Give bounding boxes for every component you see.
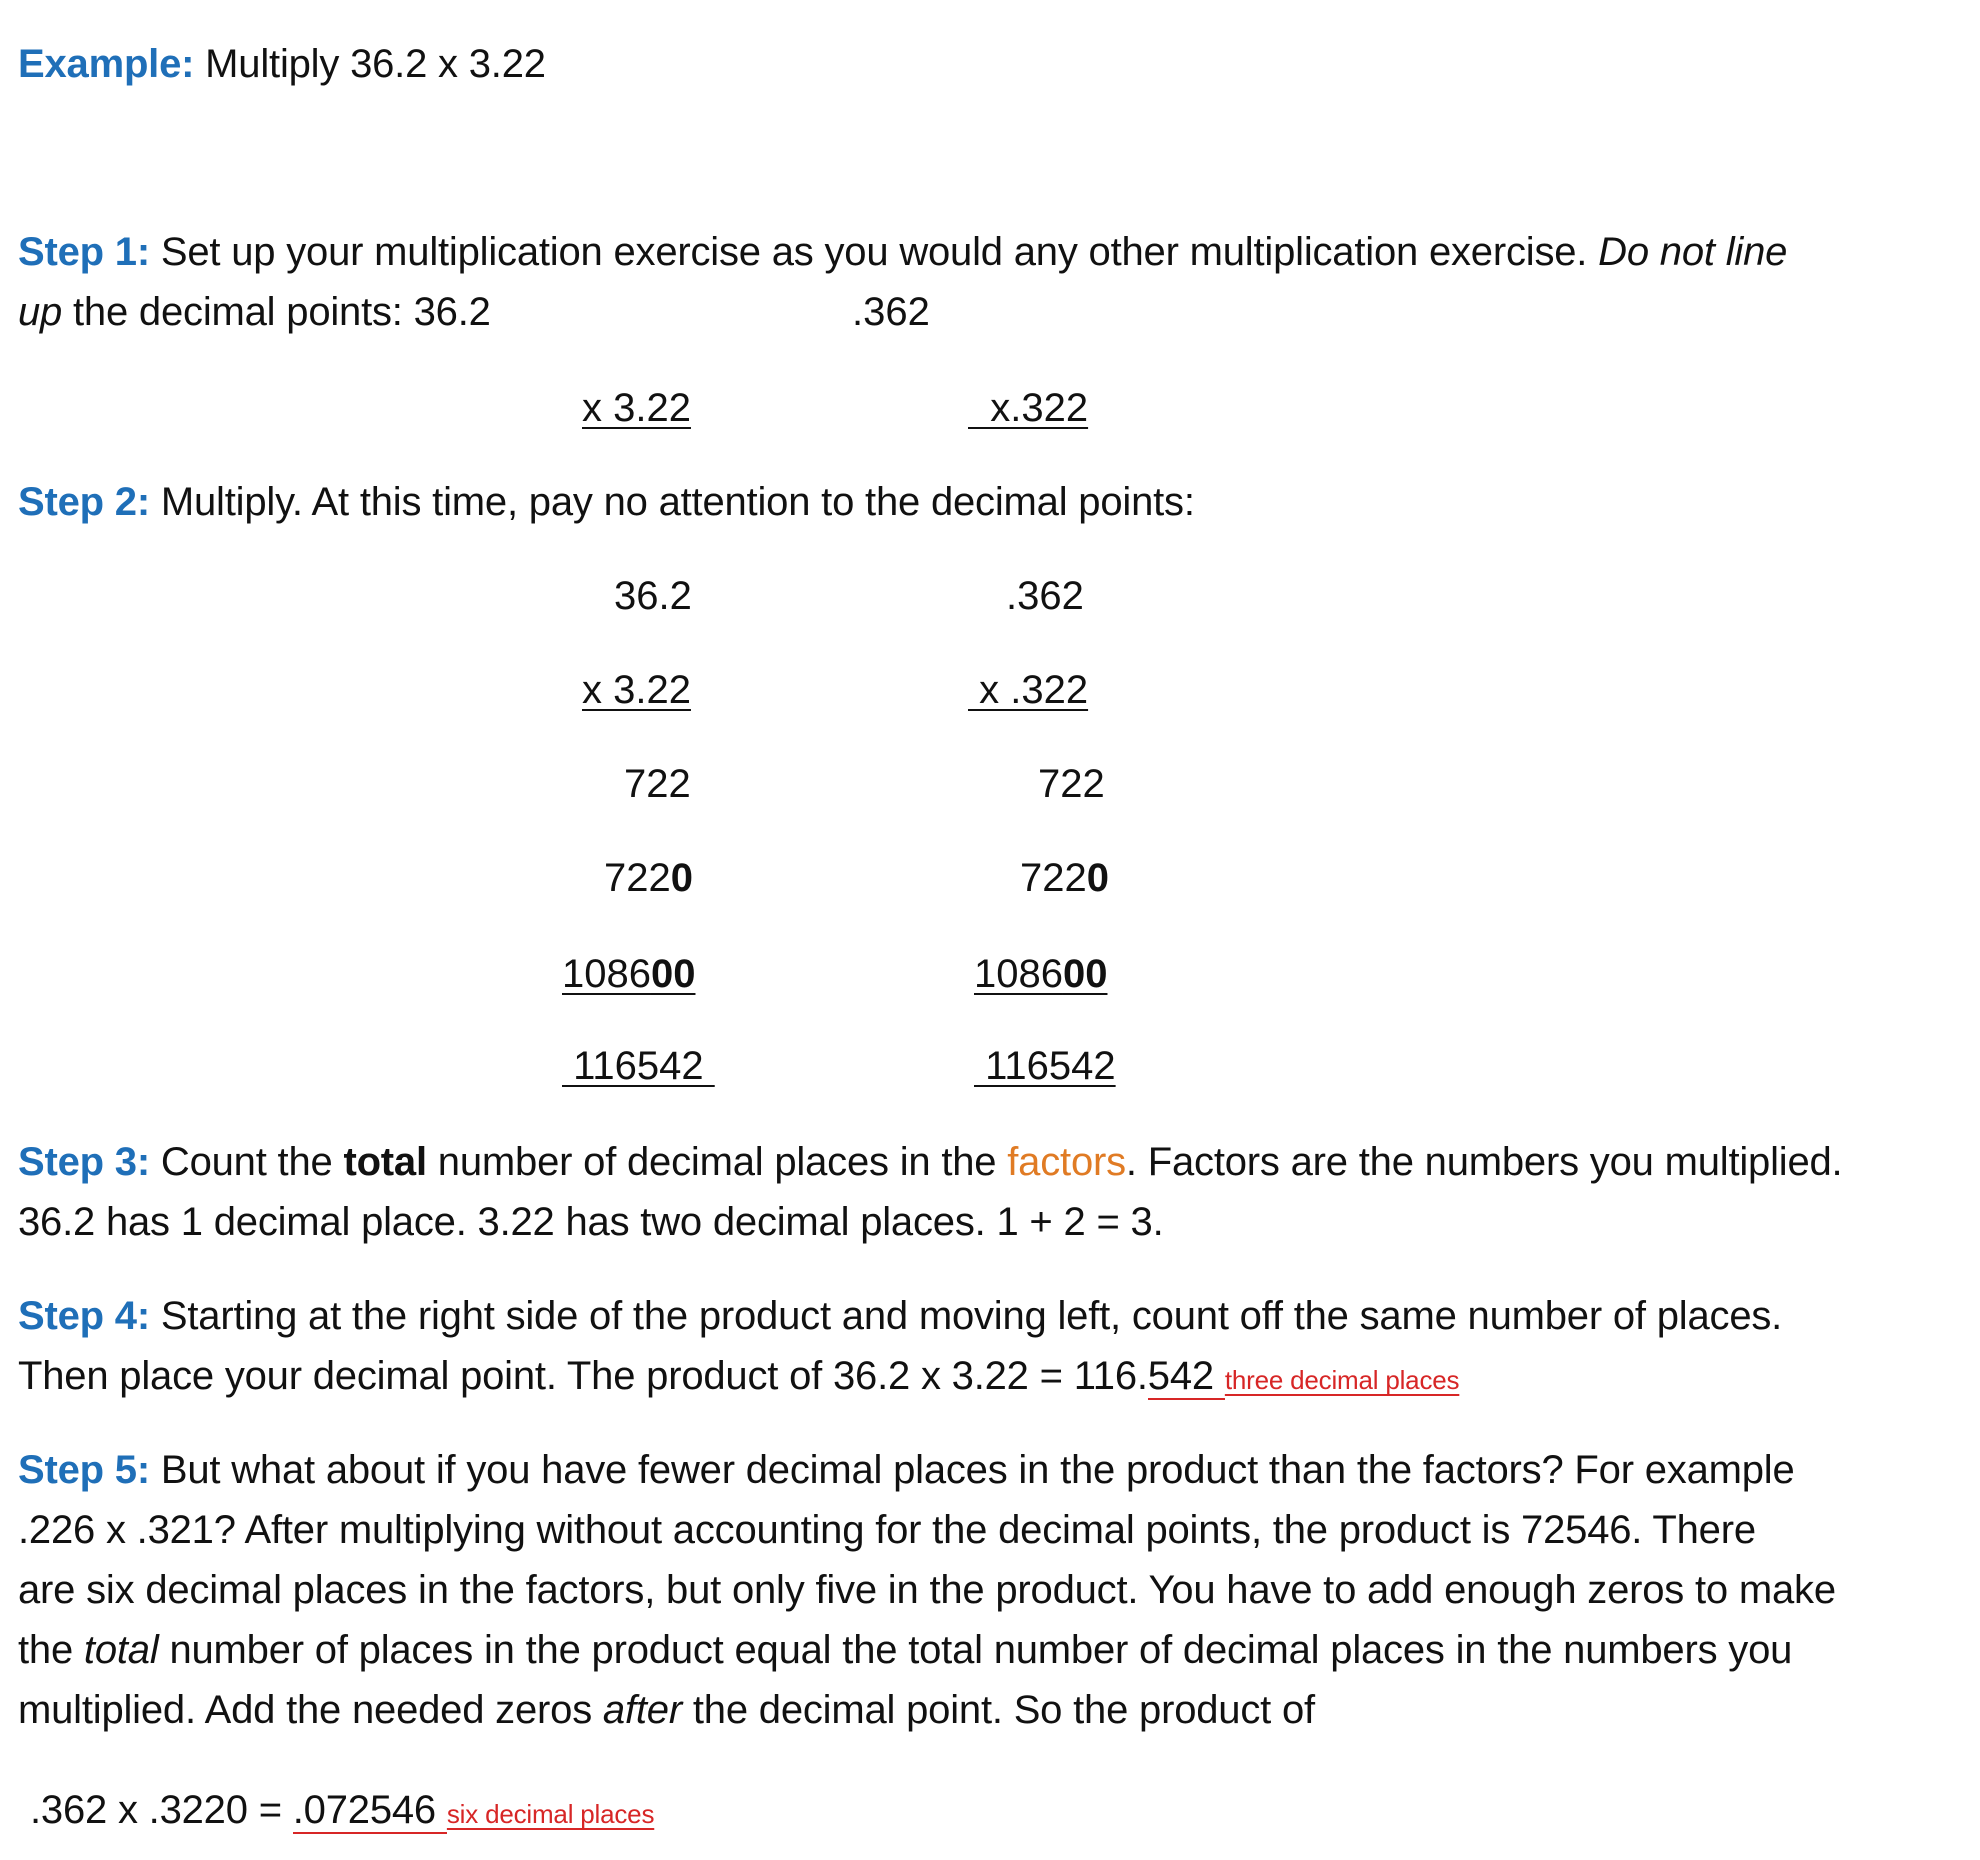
step1-line2	[18, 288, 491, 336]
step3-bold-total: total	[343, 1140, 427, 1184]
step2-left-partial2-zero: 0	[670, 856, 693, 900]
step2-right-partial1: 722	[1038, 762, 1105, 806]
step4-decimal-digits: 542	[1147, 1354, 1225, 1398]
step2-right-partial2-zero: 0	[1086, 856, 1109, 900]
step3-text-a: Count the	[149, 1140, 344, 1184]
step2-left-partial2	[604, 854, 693, 902]
step2-left-partial1: 722	[624, 762, 691, 806]
step2-line	[18, 478, 1195, 526]
step5-line2: .226 x .321? After multiplying without accounting for the decimal points, the product is 72546. There	[18, 1508, 1756, 1552]
step5-text-5b: the decimal point. So the product of	[681, 1688, 1315, 1732]
step5-text-4b: number of places in the product equal the total number of decimal places in the numbers you	[158, 1628, 1793, 1672]
step2-right-partial3-digits: 1086	[974, 952, 1063, 996]
example-text: Multiply 36.2 x 3.22	[194, 42, 546, 86]
step1-right-multiplier: x.322	[968, 386, 1089, 430]
step5-line5	[18, 1686, 1315, 1734]
step5-note: six decimal places	[446, 1799, 655, 1829]
example-line	[18, 40, 546, 88]
example-label: Example:	[18, 42, 195, 86]
step2-left-partial3-zeros: 00	[650, 952, 696, 996]
step2-left-partial3	[562, 950, 695, 998]
step2-left-product: 116542	[562, 1044, 715, 1088]
step2-left-partial3-digits: 1086	[562, 952, 651, 996]
step1-emphasis-b: up	[18, 290, 63, 334]
step3-line1	[18, 1138, 1842, 1186]
step2-left-partial2-digits: 722	[604, 856, 671, 900]
step5-line4	[18, 1626, 1792, 1674]
step5-final-product: .072546	[292, 1788, 447, 1832]
step3-text-c: . Factors are the numbers you multiplied.	[1125, 1140, 1843, 1184]
step1-left-multiplier: x 3.22	[582, 386, 691, 430]
step1-text-a: Set up your multiplication exercise as you would any other multiplication exercise.	[149, 230, 1599, 274]
step2-left-multiplier: x 3.22	[582, 668, 691, 712]
step1-right-top: .362	[852, 290, 930, 334]
step4-line1	[18, 1292, 1782, 1340]
step5-emphasis-total: total	[83, 1628, 159, 1672]
step2-right-partial3-zeros: 00	[1062, 952, 1108, 996]
step5-text-4a: the	[18, 1628, 84, 1672]
step5-text-5a: multiplied. Add the needed zeros	[18, 1688, 603, 1732]
step3-factors-term: factors	[1007, 1140, 1126, 1184]
step2-text: Multiply. At this time, pay no attention to the decimal points:	[149, 480, 1195, 524]
step5-label: Step 5:	[18, 1448, 150, 1492]
step2-right-top: .362	[1006, 574, 1084, 618]
step2-right-product: 116542	[974, 1044, 1116, 1088]
step5-final-expression: .362 x .3220 =	[30, 1788, 293, 1832]
step2-right-multiplier: x .322	[968, 668, 1089, 712]
step3-label: Step 3:	[18, 1140, 150, 1184]
step3-line2: 36.2 has 1 decimal place. 3.22 has two decimal places. 1 + 2 = 3.	[18, 1200, 1164, 1244]
step2-right-partial2	[1020, 854, 1109, 902]
step5-emphasis-after: after	[602, 1688, 682, 1732]
step2-left-top: 36.2	[614, 574, 692, 618]
step5-text-a: But what about if you have fewer decimal places in the product than the factors? For example	[149, 1448, 1795, 1492]
step4-line2	[18, 1352, 1459, 1404]
step4-text-a: Starting at the right side of the product and moving left, count off the same number of places.	[149, 1294, 1783, 1338]
step2-right-partial3	[974, 950, 1107, 998]
step1-emphasis-a: Do not line	[1598, 230, 1788, 274]
step1-text-b: the decimal points: 36.2	[62, 290, 491, 334]
step1-line1	[18, 228, 1787, 276]
step4-text-b: Then place your decimal point. The product of 36.2 x 3.22 = 116.	[18, 1354, 1148, 1398]
step4-note: three decimal places	[1224, 1365, 1460, 1395]
step5-line1	[18, 1446, 1795, 1494]
step1-label: Step 1:	[18, 230, 150, 274]
step2-label: Step 2:	[18, 480, 150, 524]
step4-label: Step 4:	[18, 1294, 150, 1338]
step3-text-b: number of decimal places in the	[426, 1140, 1008, 1184]
step2-right-partial2-digits: 722	[1020, 856, 1087, 900]
step5-final-line	[30, 1786, 654, 1838]
step5-line3: are six decimal places in the factors, but only five in the product. You have to add enough zeros to make	[18, 1568, 1836, 1612]
